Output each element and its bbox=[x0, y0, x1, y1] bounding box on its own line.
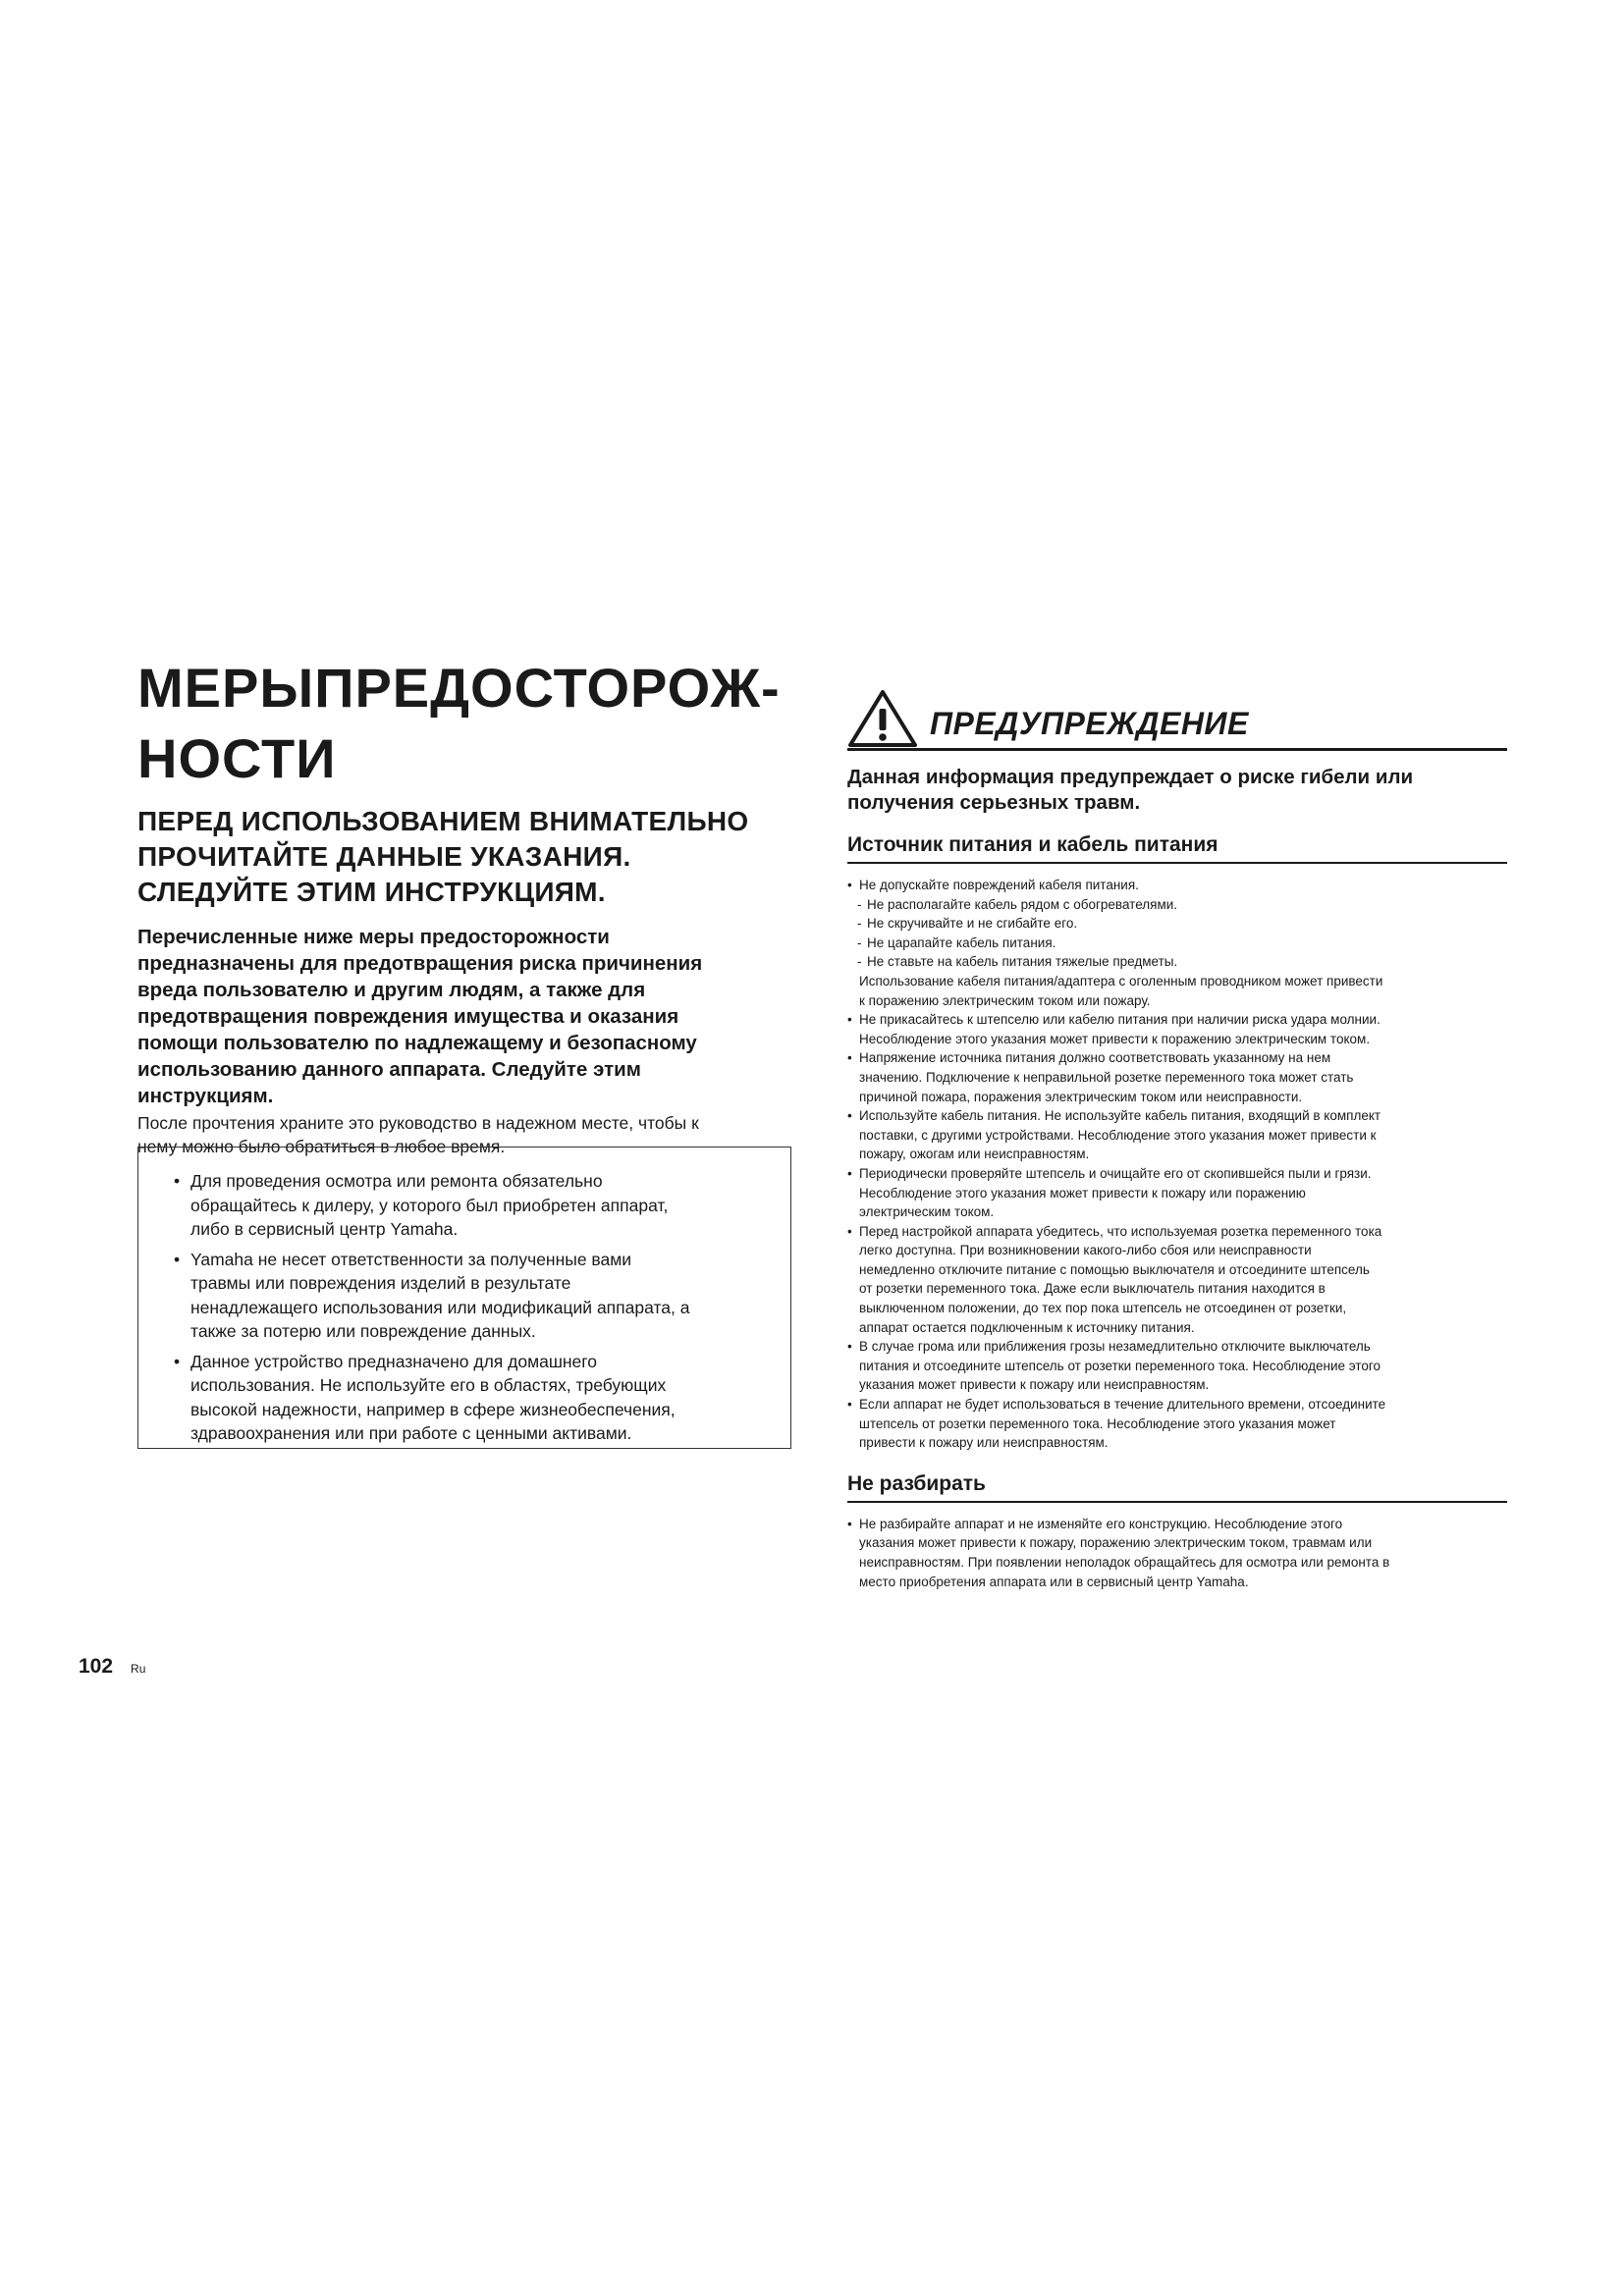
notice-line: либо в сервисный центр Yamaha. bbox=[190, 1219, 459, 1239]
warning-header bbox=[847, 687, 1507, 751]
notice-line: • Для проведения осмотра или ремонта обязательно bbox=[190, 1171, 603, 1191]
list-item bbox=[847, 876, 1507, 895]
list-item-continuation bbox=[847, 972, 1507, 1010]
list-line: к поражению электрическим током или пожару. bbox=[859, 992, 1151, 1008]
warning-desc-line: получения серьезных травм. bbox=[847, 791, 1141, 814]
notice-item bbox=[172, 1350, 751, 1446]
list-line: питания и отсоедините штепсель от розетки переменного тока. Несоблюдение этого bbox=[859, 1358, 1381, 1373]
intro-line: использованию данного аппарата. Следуйте этим bbox=[137, 1058, 641, 1081]
sub-item: - Не ставьте на кабель питания тяжелые предметы. bbox=[857, 952, 1507, 972]
intro-note-line: нему можно было обратиться в любое время. bbox=[137, 1137, 506, 1156]
notice-line: использования. Не используйте его в областях, требующих bbox=[190, 1375, 667, 1395]
intro-bold-paragraph bbox=[137, 924, 795, 1109]
title-word-2: ПРЕДОСТОРОЖ- bbox=[314, 657, 781, 719]
power-safety-list bbox=[847, 876, 1507, 895]
intro-note-line: После прочтения храните это руководство в надежном месте, чтобы к bbox=[137, 1113, 699, 1133]
list-line: • Перед настройкой аппарата убедитесь, что используемая розетка переменного тока bbox=[859, 1223, 1382, 1239]
list-line: • Напряжение источника питания должно соответствовать указанному на нем bbox=[859, 1050, 1331, 1066]
list-line: от розетки переменного тока. Даже если выключатель питания находится в bbox=[859, 1281, 1326, 1297]
power-sub-list bbox=[847, 895, 1507, 972]
list-line: • Не допускайте повреждений кабеля питания. bbox=[859, 878, 1139, 892]
language-code: Ru bbox=[131, 1662, 146, 1676]
list-line: легко доступна. При возникновении какого-либо сбоя или неисправности bbox=[859, 1243, 1312, 1258]
list-line: указания может привести к пожару, поражению электрическим током, травмам или bbox=[859, 1535, 1373, 1551]
sub-item: - Не располагайте кабель рядом с обогревателями. bbox=[857, 895, 1507, 915]
list-item bbox=[847, 1515, 1507, 1591]
list-line: указания может привести к пожару или неисправностям. bbox=[859, 1377, 1210, 1393]
list-line: • Не разбирайте аппарат и не изменяйте его конструкцию. Несоблюдение этого bbox=[859, 1516, 1343, 1531]
subtitle bbox=[137, 804, 795, 910]
page-number: 102 bbox=[79, 1655, 114, 1678]
list-line: аппарат остается подключенным к источнику питания. bbox=[859, 1319, 1195, 1335]
list-line: штепсель от розетки переменного тока. Несоблюдение этого указания может bbox=[859, 1415, 1336, 1431]
list-item bbox=[847, 1222, 1507, 1338]
power-safety-list bbox=[847, 1010, 1507, 1453]
list-item bbox=[847, 1048, 1507, 1106]
list-line: • В случае грома или приближения грозы незамедлительно отключите выключатель bbox=[859, 1339, 1371, 1355]
notice-line: обращайтесь к дилеру, у которого был приобретен аппарат, bbox=[190, 1195, 669, 1215]
list-line: неисправностям. При появлении неполадок обращайтесь для осмотра или ремонта в bbox=[859, 1555, 1390, 1570]
list-line: • Используйте кабель питания. Не используйте кабель питания, входящий в комплект bbox=[859, 1108, 1381, 1124]
list-line: поставки, с другими устройствами. Несоблюдение этого указания может привести к bbox=[859, 1127, 1377, 1143]
intro-line: инструкциям. bbox=[137, 1085, 274, 1107]
title-word-1: МЕРЫ bbox=[137, 657, 315, 719]
list-item bbox=[847, 1395, 1507, 1453]
intro-line: Перечисленные ниже меры предосторожности bbox=[137, 926, 610, 948]
intro-line: помощи пользователю по надлежащему и безопасному bbox=[137, 1032, 697, 1054]
notice-line: • Данное устройство предназначено для домашнего bbox=[190, 1351, 598, 1371]
left-column bbox=[137, 653, 795, 1158]
list-line: • Если аппарат не будет использоваться в течение длительного времени, отсоедините bbox=[859, 1397, 1386, 1413]
list-item bbox=[847, 1337, 1507, 1395]
list-line: • Не прикасайтесь к штепселю или кабелю питания при наличии риска удара молнии. bbox=[859, 1012, 1380, 1028]
list-line: место приобретения аппарата или в сервисный центр Yamaha. bbox=[859, 1574, 1249, 1589]
warning-triangle-icon bbox=[847, 689, 918, 748]
list-line: Несоблюдение этого указания может привести к пожару или поражению bbox=[859, 1185, 1306, 1201]
section-heading-power: Источник питания и кабель питания bbox=[847, 831, 1507, 864]
right-column bbox=[847, 687, 1507, 1591]
subtitle-line: ПРОЧИТАЙТЕ ДАННЫЕ УКАЗАНИЯ. bbox=[137, 841, 631, 872]
list-item bbox=[847, 1106, 1507, 1164]
subtitle-line: ПЕРЕД ИСПОЛЬЗОВАНИЕМ ВНИМАТЕЛЬНО bbox=[137, 806, 749, 836]
section-heading-disassembly: Не разбирать bbox=[847, 1470, 1507, 1503]
notice-item bbox=[172, 1169, 751, 1242]
list-line: привести к пожару или неисправностям. bbox=[859, 1435, 1109, 1451]
list-line: Несоблюдение этого указания может привести к поражению электрическим током. bbox=[859, 1031, 1371, 1046]
list-item bbox=[847, 1010, 1507, 1048]
title-line-2: НОСТИ bbox=[137, 727, 337, 789]
list-item bbox=[847, 1164, 1507, 1222]
list-line: электрическим током. bbox=[859, 1204, 995, 1220]
notice-line: ненадлежащего использования или модификаций аппарата, а bbox=[190, 1297, 690, 1317]
page-title bbox=[137, 653, 795, 794]
notice-line: высокой надежности, например в сфере жизнеобеспечения, bbox=[190, 1399, 676, 1419]
list-line: • Периодически проверяйте штепсель и очищайте его от скопившейся пыли и грязи. bbox=[859, 1165, 1372, 1181]
page-footer bbox=[79, 1655, 145, 1679]
subtitle-line: СЛЕДУЙТЕ ЭТИМ ИНСТРУКЦИЯМ. bbox=[137, 877, 606, 907]
notice-line: • Yamaha не несет ответственности за полученные вами bbox=[190, 1249, 632, 1269]
disassembly-list bbox=[847, 1515, 1507, 1591]
notice-line: также за потерю или повреждение данных. bbox=[190, 1321, 536, 1341]
sub-item: - Не царапайте кабель питания. bbox=[857, 934, 1507, 953]
warning-desc-line: Данная информация предупреждает о риске гибели или bbox=[847, 766, 1414, 788]
list-line: немедленно отключите питание с помощью выключателя и отсоедините штепсель bbox=[859, 1261, 1370, 1277]
list-line: значению. Подключение к неправильной розетке переменного тока может стать bbox=[859, 1069, 1354, 1085]
notice-item bbox=[172, 1248, 751, 1344]
list-line: пожару, ожогам или неисправностям. bbox=[859, 1147, 1090, 1162]
list-line: причиной пожара, поражения электрическим током или неисправности. bbox=[859, 1089, 1303, 1104]
notice-line: травмы или повреждения изделий в результате bbox=[190, 1273, 571, 1293]
intro-line: предназначены для предотвращения риска причинения bbox=[137, 952, 703, 975]
intro-line: вреда пользователю и другим людям, а также для bbox=[137, 979, 646, 1001]
warning-title: ПРЕДУПРЕЖДЕНИЕ bbox=[930, 706, 1249, 741]
list-line: Использование кабеля питания/адаптера с оголенным проводником может привести bbox=[859, 973, 1383, 988]
sub-item: - Не скручивайте и не сгибайте его. bbox=[857, 914, 1507, 934]
warning-description bbox=[847, 765, 1507, 816]
list-line: выключенном положении, до тех пор пока штепсель не отсоединен от розетки, bbox=[859, 1301, 1347, 1316]
notice-line: здравоохранения или при работе с ценными активами. bbox=[190, 1423, 632, 1443]
intro-line: предотвращения повреждения имущества и оказания bbox=[137, 1005, 679, 1028]
notice-box bbox=[137, 1147, 791, 1449]
